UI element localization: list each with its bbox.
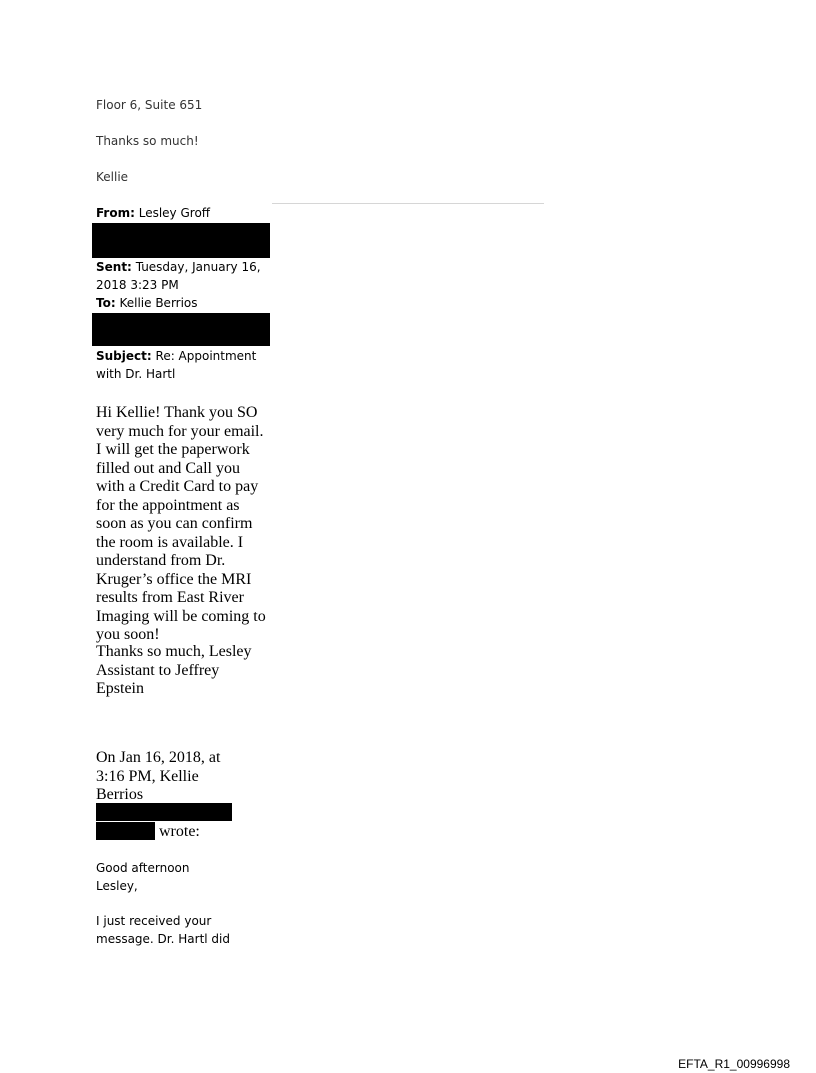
redaction-block bbox=[96, 822, 155, 840]
from-label: From: bbox=[96, 206, 135, 220]
thanks-line: Thanks so much! bbox=[96, 134, 199, 148]
sent-field bbox=[96, 259, 272, 294]
body-paragraph: Hi Kellie! Thank you SO very much for your email. I will get the paperwork filled out and Call you with a Credit Card to pay for the appointment as soon as you can confirm the room is available. I understand from Dr. Kruger’s office the MRI results from East River Imaging will be coming to you soon! bbox=[96, 404, 266, 643]
redaction-block bbox=[92, 313, 270, 346]
quote-intro: On Jan 16, 2018, at 3:16 PM, Kellie Berrios bbox=[96, 749, 221, 803]
signoff-line: Kellie bbox=[96, 170, 129, 184]
quote-text: I just received your message. Dr. Hartl did bbox=[96, 914, 230, 946]
separator-line bbox=[272, 203, 544, 204]
redaction-block bbox=[96, 803, 232, 821]
to-field bbox=[96, 295, 272, 313]
address-line: Floor 6, Suite 651 bbox=[96, 98, 203, 112]
to-label: To: bbox=[96, 296, 116, 310]
subject-field bbox=[96, 348, 272, 383]
quote-wrote: wrote: bbox=[159, 823, 200, 840]
document-id: EFTA_R1_00996998 bbox=[678, 1057, 790, 1071]
body-closing: Thanks so much, Lesley Assistant to Jeffrey Epstein bbox=[96, 643, 252, 697]
from-value: Lesley Groff bbox=[138, 206, 211, 220]
redaction-block bbox=[92, 223, 270, 258]
to-value: Kellie Berrios bbox=[119, 296, 198, 310]
subject-label: Subject: bbox=[96, 349, 152, 363]
sent-label: Sent: bbox=[96, 260, 132, 274]
quote-greeting: Good afternoon Lesley, bbox=[96, 861, 190, 893]
subject-value: Re: Appointment with Dr. Hartl bbox=[96, 349, 257, 381]
from-field bbox=[96, 205, 272, 223]
sent-value: Tuesday, January 16, 2018 3:23 PM bbox=[96, 260, 261, 292]
